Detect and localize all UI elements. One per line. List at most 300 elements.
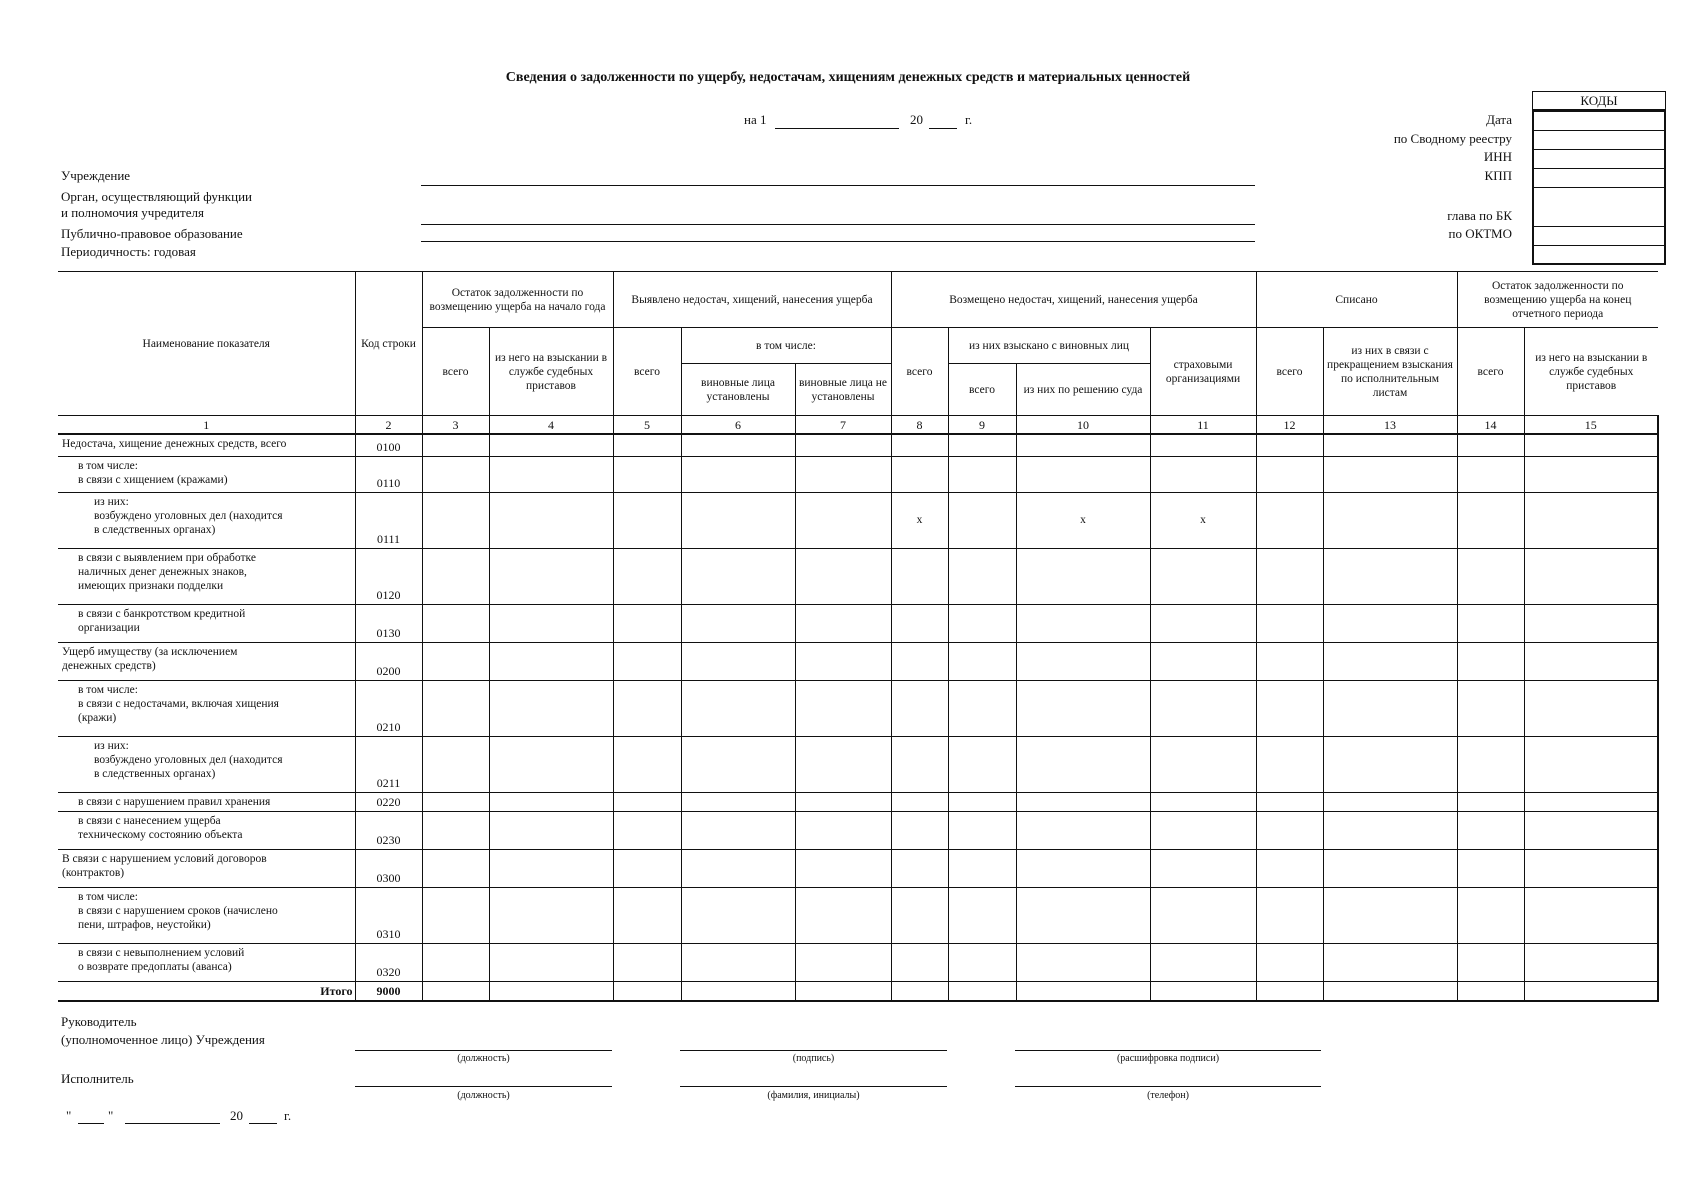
cell-col-12[interactable] (1256, 492, 1323, 548)
cell-col-9[interactable] (948, 792, 1016, 811)
date-quote-close: " (108, 1108, 114, 1123)
row-name: в связи с банкротством кредитной организации (58, 604, 355, 642)
cell-col-9[interactable] (948, 642, 1016, 680)
cell-col-15[interactable] (1524, 943, 1658, 981)
cell-col-3[interactable] (422, 548, 489, 604)
cell-col-15[interactable] (1524, 736, 1658, 792)
cell-col-6[interactable] (681, 736, 795, 792)
cell-col-15[interactable] (1524, 642, 1658, 680)
cell-col-4[interactable] (489, 604, 613, 642)
data-rows (58, 434, 1658, 981)
cell-col-7[interactable] (795, 604, 891, 642)
cell-col-3[interactable] (422, 456, 489, 492)
cell-col-3[interactable] (422, 604, 489, 642)
cell-col-13[interactable] (1323, 792, 1457, 811)
cell-col-9[interactable] (948, 604, 1016, 642)
cell-col-9[interactable] (948, 943, 1016, 981)
header-balance-end: Остаток задолженности по возмещению ущерба на конец отчетного периода (1457, 272, 1658, 328)
header-c8-total: всего (891, 328, 948, 416)
x-mark: x (891, 492, 948, 548)
cell-col-14[interactable] (1457, 456, 1524, 492)
total-cell[interactable] (1016, 981, 1150, 1001)
cell-col-10[interactable] (1016, 943, 1150, 981)
cell-col-6[interactable] (681, 887, 795, 943)
cell-col-15[interactable] (1524, 604, 1658, 642)
cell-col-12[interactable] (1256, 456, 1323, 492)
cell-col-8[interactable] (891, 792, 948, 811)
cell-col-12[interactable] (1256, 792, 1323, 811)
cell-col-3[interactable] (422, 642, 489, 680)
cell-col-5[interactable] (613, 792, 681, 811)
head-signature-field[interactable] (680, 1050, 947, 1051)
cell-col-13[interactable] (1323, 492, 1457, 548)
cell-col-12[interactable] (1256, 434, 1323, 456)
cell-col-4[interactable] (489, 492, 613, 548)
cell-col-11[interactable] (1150, 434, 1256, 456)
cell-col-5[interactable] (613, 887, 681, 943)
cell-col-12[interactable] (1256, 811, 1323, 849)
table-row (58, 456, 1658, 492)
caption-phone: (телефон) (1147, 1090, 1189, 1101)
head-signature-decode-field[interactable] (1015, 1050, 1321, 1051)
cell-col-10[interactable] (1016, 849, 1150, 887)
cell-col-8[interactable] (891, 887, 948, 943)
header-written-off: Списано (1256, 272, 1457, 328)
cell-col-5[interactable] (613, 736, 681, 792)
code-cell-inn[interactable] (1534, 150, 1664, 169)
row-name: Недостача, хищение денежных средств, всего (58, 434, 355, 456)
cell-col-13[interactable] (1323, 736, 1457, 792)
col-num: 10 (1016, 416, 1150, 435)
row-code: 0310 (355, 887, 422, 943)
cell-col-7[interactable] (795, 642, 891, 680)
table-row (58, 604, 1658, 642)
table-row (58, 887, 1658, 943)
code-cell-periodicity[interactable] (1534, 246, 1664, 263)
table-row (58, 680, 1658, 736)
row-code: 0320 (355, 943, 422, 981)
row-code: 0230 (355, 811, 422, 849)
cell-col-15[interactable] (1524, 811, 1658, 849)
cell-col-6[interactable] (681, 456, 795, 492)
cell-col-7[interactable] (795, 887, 891, 943)
cell-col-7[interactable] (795, 811, 891, 849)
cell-col-10[interactable] (1016, 548, 1150, 604)
cell-col-3[interactable] (422, 492, 489, 548)
sign-date-month-field[interactable] (125, 1123, 220, 1124)
x-mark: x (1150, 492, 1256, 548)
sign-date-year-prefix: 20 (230, 1108, 243, 1123)
caption-signature: (подпись) (792, 1053, 835, 1064)
header-c15-bailiffs: из него на взыскании в службе судебных приставов (1524, 328, 1658, 416)
codes-box (1532, 91, 1666, 265)
cell-col-4[interactable] (489, 943, 613, 981)
cell-col-5[interactable] (613, 849, 681, 887)
cell-col-8[interactable] (891, 943, 948, 981)
cell-col-10[interactable] (1016, 811, 1150, 849)
cell-col-3[interactable] (422, 887, 489, 943)
cell-col-15[interactable] (1524, 887, 1658, 943)
row-code: 0210 (355, 680, 422, 736)
cell-col-14[interactable] (1457, 792, 1524, 811)
cell-col-6[interactable] (681, 943, 795, 981)
caption-position-2: (должность) (457, 1090, 510, 1101)
table-row (58, 642, 1658, 680)
label-head-1: Руководитель (61, 1014, 137, 1029)
caption-signature-decode: (расшифровка подписи) (1116, 1053, 1220, 1064)
cell-col-4[interactable] (489, 680, 613, 736)
header-c4-bailiffs: из него на взыскании в службе судебных приставов (489, 328, 613, 416)
cell-col-7[interactable] (795, 456, 891, 492)
date-year-prefix: 20 (910, 112, 923, 127)
executor-name-field[interactable] (680, 1086, 947, 1087)
cell-col-8[interactable] (891, 849, 948, 887)
cell-col-3[interactable] (422, 943, 489, 981)
sign-date-year-field[interactable] (249, 1123, 277, 1124)
cell-col-7[interactable] (795, 792, 891, 811)
cell-col-5[interactable] (613, 642, 681, 680)
total-cell[interactable] (1256, 981, 1323, 1001)
header-c5-total: всего (613, 328, 681, 416)
row-name: в том числе: в связи с недостачами, включая хищения (кражи) (58, 680, 355, 736)
cell-col-8[interactable] (891, 434, 948, 456)
cell-col-13[interactable] (1323, 887, 1457, 943)
cell-col-4[interactable] (489, 548, 613, 604)
code-label-bk: глава по БК (1447, 208, 1512, 223)
date-day-month-field[interactable] (775, 128, 899, 129)
cell-col-12[interactable] (1256, 887, 1323, 943)
cell-col-5[interactable] (613, 548, 681, 604)
col-num: 8 (891, 416, 948, 435)
cell-col-9[interactable] (948, 887, 1016, 943)
cell-col-13[interactable] (1323, 604, 1457, 642)
row-code: 0111 (355, 492, 422, 548)
cell-col-12[interactable] (1256, 548, 1323, 604)
public-entity-field[interactable] (421, 241, 1255, 242)
cell-col-11[interactable] (1150, 548, 1256, 604)
total-cell[interactable] (1457, 981, 1524, 1001)
code-cell-kpp[interactable] (1534, 169, 1664, 188)
cell-col-11[interactable] (1150, 849, 1256, 887)
table-row (58, 434, 1658, 456)
cell-col-12[interactable] (1256, 943, 1323, 981)
row-code: 0300 (355, 849, 422, 887)
cell-col-13[interactable] (1323, 456, 1457, 492)
cell-col-3[interactable] (422, 736, 489, 792)
cell-col-6[interactable] (681, 492, 795, 548)
row-name: в том числе: в связи с нарушением сроков (начислено пени, штрафов, неустойки) (58, 887, 355, 943)
authority-field[interactable] (421, 224, 1255, 225)
head-position-field[interactable] (355, 1050, 612, 1051)
column-numbers-row (58, 416, 1658, 435)
cell-col-7[interactable] (795, 943, 891, 981)
row-name: из них: возбуждено уголовных дел (находится в следственных органах) (58, 736, 355, 792)
col-num: 6 (681, 416, 795, 435)
cell-col-8[interactable] (891, 642, 948, 680)
executor-phone-field[interactable] (1015, 1086, 1321, 1087)
cell-col-5[interactable] (613, 456, 681, 492)
label-institution: Учреждение (61, 168, 131, 183)
header-c14-total: всего (1457, 328, 1524, 416)
cell-col-11[interactable] (1150, 642, 1256, 680)
document-title: Сведения о задолженности по ущербу, недостачам, хищениям денежных средств и материальных ценностей (505, 70, 1191, 85)
cell-col-4[interactable] (489, 887, 613, 943)
code-cell-date[interactable] (1534, 112, 1664, 131)
cell-col-8[interactable] (891, 680, 948, 736)
executor-position-field[interactable] (355, 1086, 612, 1087)
total-cell[interactable] (795, 981, 891, 1001)
cell-col-4[interactable] (489, 849, 613, 887)
total-cell[interactable] (489, 981, 613, 1001)
cell-col-7[interactable] (795, 492, 891, 548)
cell-col-13[interactable] (1323, 849, 1457, 887)
cell-col-12[interactable] (1256, 604, 1323, 642)
cell-col-3[interactable] (422, 849, 489, 887)
code-label-oktmo: по ОКТМО (1448, 226, 1512, 241)
row-code: 0100 (355, 434, 422, 456)
cell-col-13[interactable] (1323, 642, 1457, 680)
caption-position: (должность) (457, 1053, 510, 1064)
label-authority-2: и полномочия учредителя (61, 205, 204, 220)
cell-col-5[interactable] (613, 943, 681, 981)
cell-col-4[interactable] (489, 434, 613, 456)
cell-col-14[interactable] (1457, 642, 1524, 680)
table-row (58, 849, 1658, 887)
cell-col-13[interactable] (1323, 548, 1457, 604)
header-from-guilty: из них взыскано с виновных лиц (948, 328, 1150, 364)
cell-col-11[interactable] (1150, 887, 1256, 943)
header-name: Наименование показателя (58, 272, 355, 416)
cell-col-13[interactable] (1323, 811, 1457, 849)
header-c3-total: всего (422, 328, 489, 416)
cell-col-5[interactable] (613, 604, 681, 642)
col-num: 7 (795, 416, 891, 435)
label-authority-1: Орган, осуществляющий функции (61, 189, 252, 204)
row-code: 0130 (355, 604, 422, 642)
code-cell-oktmo[interactable] (1534, 227, 1664, 246)
cell-col-11[interactable] (1150, 792, 1256, 811)
col-num: 1 (58, 416, 355, 435)
cell-col-8[interactable] (891, 548, 948, 604)
col-num: 4 (489, 416, 613, 435)
cell-col-9[interactable] (948, 736, 1016, 792)
cell-col-14[interactable] (1457, 680, 1524, 736)
cell-col-7[interactable] (795, 548, 891, 604)
cell-col-3[interactable] (422, 811, 489, 849)
col-num: 2 (355, 416, 422, 435)
cell-col-9[interactable] (948, 548, 1016, 604)
cell-col-10[interactable] (1016, 680, 1150, 736)
cell-col-9[interactable] (948, 492, 1016, 548)
cell-col-6[interactable] (681, 548, 795, 604)
total-label: Итого (58, 981, 355, 1001)
code-label-inn: ИНН (1483, 149, 1512, 164)
cell-col-7[interactable] (795, 849, 891, 887)
cell-col-14[interactable] (1457, 849, 1524, 887)
date-year-field[interactable] (929, 128, 957, 129)
cell-col-10[interactable] (1016, 434, 1150, 456)
row-code: 0220 (355, 792, 422, 811)
total-cell[interactable] (948, 981, 1016, 1001)
row-code: 0211 (355, 736, 422, 792)
cell-col-15[interactable] (1524, 849, 1658, 887)
label-executor: Исполнитель (61, 1071, 134, 1086)
cell-col-8[interactable] (891, 736, 948, 792)
cell-col-6[interactable] (681, 604, 795, 642)
cell-col-4[interactable] (489, 811, 613, 849)
table-row (58, 792, 1658, 811)
cell-col-5[interactable] (613, 434, 681, 456)
cell-col-14[interactable] (1457, 811, 1524, 849)
row-code: 0120 (355, 548, 422, 604)
total-cell[interactable] (1150, 981, 1256, 1001)
cell-col-14[interactable] (1457, 736, 1524, 792)
table-row (58, 943, 1658, 981)
header-detected: Выявлено недостач, хищений, нанесения ущерба (613, 272, 891, 328)
code-cell-bk[interactable] (1534, 188, 1664, 227)
cell-col-14[interactable] (1457, 887, 1524, 943)
cell-col-13[interactable] (1323, 943, 1457, 981)
cell-col-9[interactable] (948, 849, 1016, 887)
cell-col-6[interactable] (681, 792, 795, 811)
cell-col-6[interactable] (681, 642, 795, 680)
cell-col-15[interactable] (1524, 792, 1658, 811)
cell-col-7[interactable] (795, 680, 891, 736)
col-num: 12 (1256, 416, 1323, 435)
row-name: из них: возбуждено уголовных дел (находится в следственных органах) (58, 492, 355, 548)
header-c6-guilty-known: виновные лица установлены (681, 364, 795, 416)
cell-col-6[interactable] (681, 849, 795, 887)
table-row (58, 811, 1658, 849)
table-row (58, 736, 1658, 792)
cell-col-13[interactable] (1323, 434, 1457, 456)
sign-date-year-suffix: г. (284, 1108, 292, 1123)
cell-col-9[interactable] (948, 680, 1016, 736)
cell-col-11[interactable] (1150, 943, 1256, 981)
cell-col-12[interactable] (1256, 849, 1323, 887)
cell-col-3[interactable] (422, 792, 489, 811)
cell-col-8[interactable] (891, 456, 948, 492)
cell-col-9[interactable] (948, 434, 1016, 456)
cell-col-10[interactable] (1016, 736, 1150, 792)
table-row (58, 548, 1658, 604)
cell-col-14[interactable] (1457, 434, 1524, 456)
cell-col-10[interactable] (1016, 456, 1150, 492)
total-cell[interactable] (681, 981, 795, 1001)
cell-col-11[interactable] (1150, 736, 1256, 792)
cell-col-6[interactable] (681, 434, 795, 456)
cell-col-4[interactable] (489, 792, 613, 811)
cell-col-10[interactable] (1016, 887, 1150, 943)
cell-col-7[interactable] (795, 736, 891, 792)
cell-col-11[interactable] (1150, 680, 1256, 736)
row-name: в том числе: в связи с хищением (кражами) (58, 456, 355, 492)
header-c11-insurance: страховыми организациями (1150, 328, 1256, 416)
cell-col-15[interactable] (1524, 492, 1658, 548)
cell-col-3[interactable] (422, 680, 489, 736)
row-name: в связи с невыполнением условий о возврате предоплаты (аванса) (58, 943, 355, 981)
date-year-suffix: г. (965, 112, 973, 127)
cell-col-10[interactable] (1016, 792, 1150, 811)
header-compensated: Возмещено недостач, хищений, нанесения ущерба (891, 272, 1256, 328)
cell-col-12[interactable] (1256, 680, 1323, 736)
code-label-registry: по Сводному реестру (1393, 131, 1512, 146)
label-public-entity: Публично-правовое образование (61, 226, 243, 241)
x-mark: x (1016, 492, 1150, 548)
cell-col-15[interactable] (1524, 434, 1658, 456)
cell-col-15[interactable] (1524, 548, 1658, 604)
col-num: 3 (422, 416, 489, 435)
total-cell[interactable] (891, 981, 948, 1001)
row-name: в связи с нарушением правил хранения (58, 792, 355, 811)
code-label-kpp: КПП (1484, 168, 1512, 183)
cell-col-12[interactable] (1256, 642, 1323, 680)
caption-name-initials: (фамилия, инициалы) (767, 1090, 860, 1101)
cell-col-14[interactable] (1457, 943, 1524, 981)
cell-col-14[interactable] (1457, 548, 1524, 604)
col-num: 14 (1457, 416, 1524, 435)
cell-col-15[interactable] (1524, 456, 1658, 492)
col-num: 11 (1150, 416, 1256, 435)
code-cell-registry[interactable] (1534, 131, 1664, 150)
code-labels (1200, 112, 1512, 242)
cell-col-4[interactable] (489, 456, 613, 492)
header-c7-guilty-unknown: виновные лица не установлены (795, 364, 891, 416)
total-cell[interactable] (613, 981, 681, 1001)
cell-col-13[interactable] (1323, 680, 1457, 736)
cell-col-10[interactable] (1016, 604, 1150, 642)
cell-col-11[interactable] (1150, 811, 1256, 849)
cell-col-10[interactable] (1016, 642, 1150, 680)
cell-col-14[interactable] (1457, 492, 1524, 548)
row-name: Ущерб имуществу (за исключением денежных средств) (58, 642, 355, 680)
col-num: 15 (1524, 416, 1658, 435)
total-cell[interactable] (1524, 981, 1658, 1001)
cell-col-11[interactable] (1150, 456, 1256, 492)
debt-table (58, 271, 1659, 1002)
total-cell[interactable] (1323, 981, 1457, 1001)
cell-col-14[interactable] (1457, 604, 1524, 642)
col-num: 13 (1323, 416, 1457, 435)
cell-col-9[interactable] (948, 811, 1016, 849)
sign-date-day-field[interactable] (78, 1123, 104, 1124)
cell-col-7[interactable] (795, 434, 891, 456)
row-name: в связи с нанесением ущерба техническому состоянию объекта (58, 811, 355, 849)
label-head-2: (уполномоченное лицо) Учреждения (61, 1032, 265, 1047)
institution-field[interactable] (421, 185, 1255, 186)
cell-col-4[interactable] (489, 736, 613, 792)
cell-col-4[interactable] (489, 642, 613, 680)
cell-col-3[interactable] (422, 434, 489, 456)
cell-col-15[interactable] (1524, 680, 1658, 736)
cell-col-11[interactable] (1150, 604, 1256, 642)
cell-col-5[interactable] (613, 811, 681, 849)
header-balance-start: Остаток задолженности по возмещению ущерба на начало года (422, 272, 613, 328)
header-c9-total: всего (948, 364, 1016, 416)
row-code: 0200 (355, 642, 422, 680)
cell-col-8[interactable] (891, 811, 948, 849)
cell-col-9[interactable] (948, 456, 1016, 492)
total-cell[interactable] (422, 981, 489, 1001)
cell-col-5[interactable] (613, 492, 681, 548)
header-code: Код строки (355, 272, 422, 416)
cell-col-8[interactable] (891, 604, 948, 642)
cell-col-6[interactable] (681, 811, 795, 849)
cell-col-12[interactable] (1256, 736, 1323, 792)
cell-col-6[interactable] (681, 680, 795, 736)
row-name: В связи с нарушением условий договоров (контрактов) (58, 849, 355, 887)
cell-col-5[interactable] (613, 680, 681, 736)
